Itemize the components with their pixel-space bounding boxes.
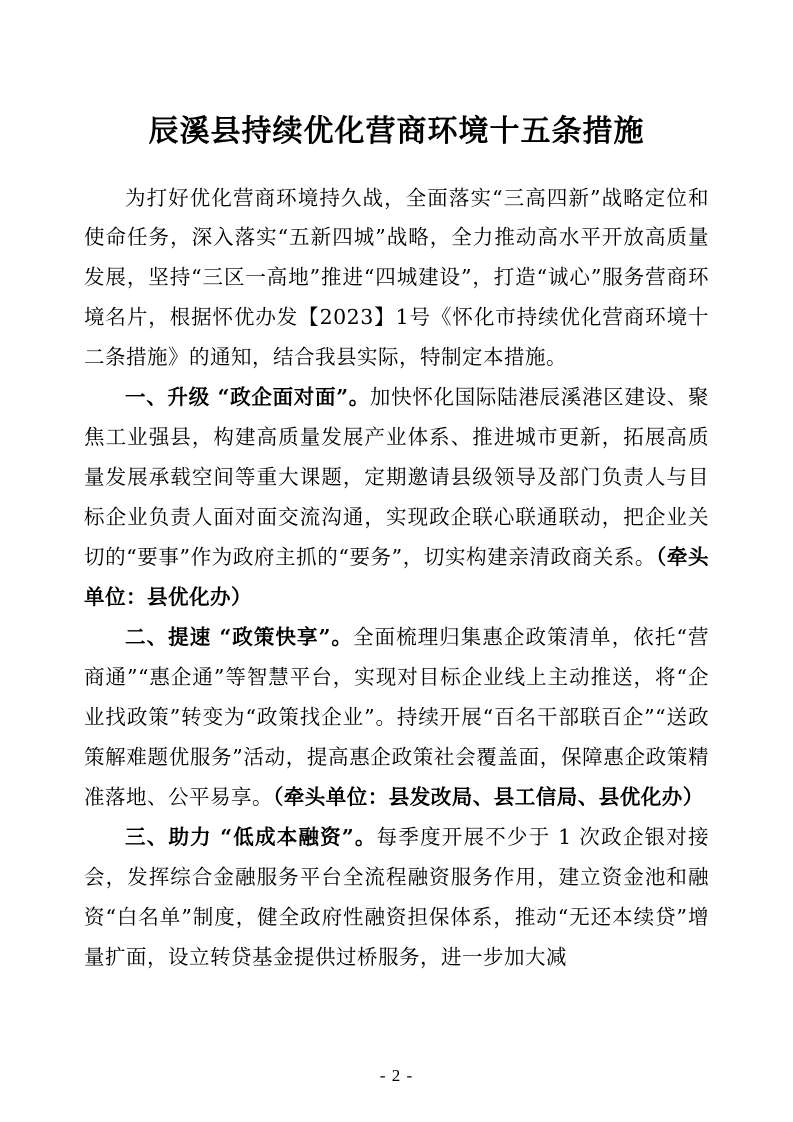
text-run: 为打好优化营商环境持久战，全面落实“三高四新”战略定位和使命任务，深入落实“五新四城”战略，全力推动高水平开放高质量发展，坚持“三区一高地”推进“四城建设”，打造“诚心”服务营商环境名片，根据怀优办发【2023】1号《怀化市持续优化营商环境十二条措施》的通知，结合我县实际，特制定本措施。	[84, 185, 709, 370]
text-run-heading: 二、提速 “政策快享”。	[125, 625, 353, 650]
text-run-heading: 三、助力 “低成本融资”。	[125, 825, 377, 849]
text-run-heading: 一、升级 “政企面对面”。	[125, 385, 370, 410]
page-number: - 2 -	[379, 1066, 414, 1085]
text-run-unit: （牵头单位：县发改局、县工信局、县优化办）	[273, 785, 704, 810]
text-run: 加快怀化国际陆港辰溪港区建设、聚焦工业强县，构建高质量发展产业体系、推进城市更新，拓展高质量发展承载空间等重大课题，定期邀请县级领导及部门负责人与目标企业负责人面对面交流沟通，实现政企联心联通联动，把企业关切的“要事”作为政府主抓的“要务”，切实构建亲清政商关系。	[84, 385, 709, 570]
text-run: 全面梳理归集惠企政策清单，依托“营商通”“惠企通”等智慧平台，实现对目标企业线上主动推送，将“企业找政策”转变为“政策找企业”。持续开展“百名干部联百企”“送政策解难题优服务”活动，提高惠企政策社会覆盖面，保障惠企政策精准落地、公平易享。	[84, 625, 709, 810]
text-run: 每季度开展不少于 1 次政企银对接会，发挥综合金融服务平台全流程融资服务作用，建立资金池和融资“白名单”制度，健全政府性融资担保体系，推动“无还本续贷”增量扩面，设立转贷基金提供过桥服务，进一步加大减	[84, 825, 709, 969]
text-run-unit: （牵头单位：县优化办）	[84, 545, 710, 610]
paragraph-item-3	[84, 818, 709, 978]
paragraph-item-1	[84, 378, 709, 618]
document-body	[84, 179, 709, 978]
paragraph-intro	[84, 179, 709, 379]
page-title: 辰溪县持续优化营商环境十五条措施	[148, 114, 645, 149]
paragraph-item-2	[84, 618, 709, 818]
